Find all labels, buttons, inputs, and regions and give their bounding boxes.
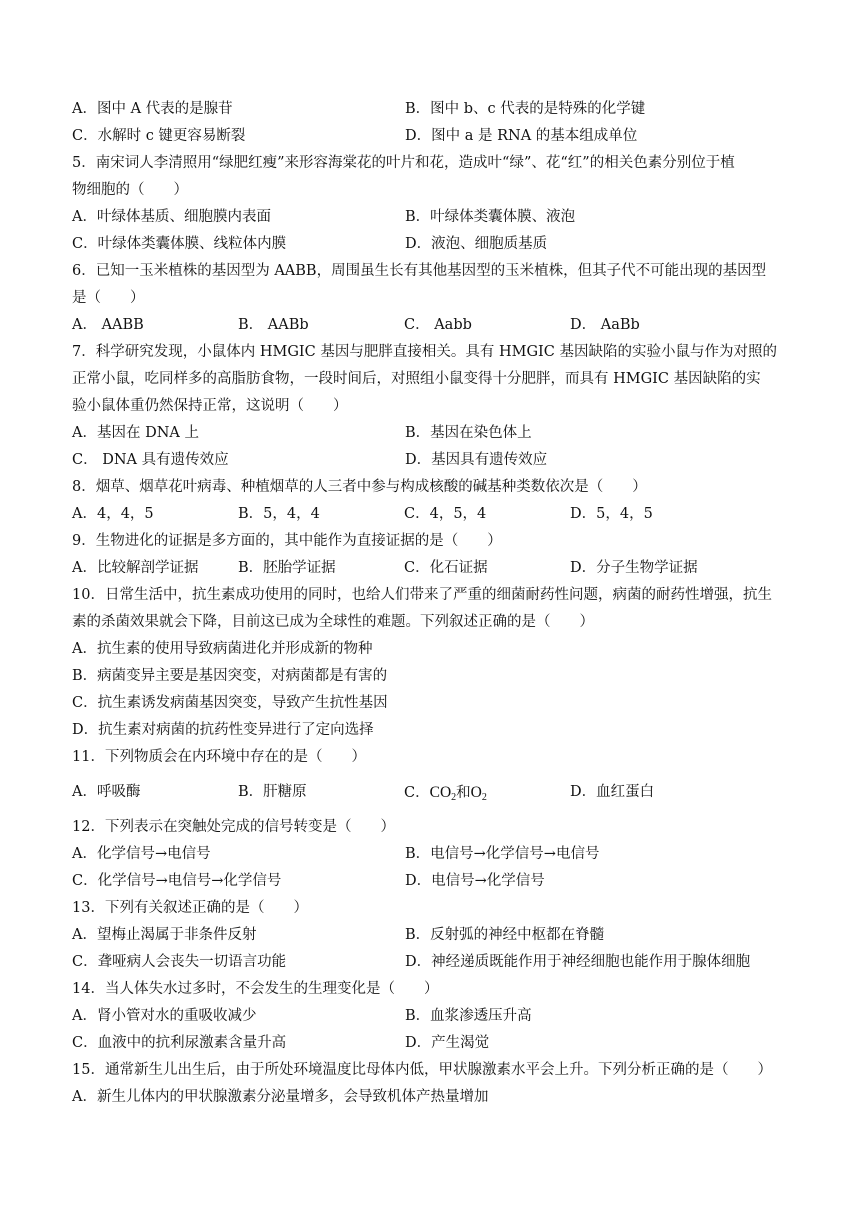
q11-option-a[interactable]: A．呼吸酶 bbox=[72, 784, 141, 800]
q13-options-row-2 bbox=[72, 949, 792, 976]
q4-option-d[interactable]: D．图中 a 是 RNA 的基本组成单位 bbox=[405, 128, 638, 144]
q11-options-row bbox=[72, 779, 792, 806]
q13-option-d[interactable]: D．神经递质既能作用于神经细胞也能作用于腺体细胞 bbox=[405, 954, 751, 970]
q7-option-b[interactable]: B．基因在染色体上 bbox=[405, 425, 532, 441]
q5-options-row-1 bbox=[72, 204, 792, 231]
q12-options-row-2 bbox=[72, 868, 792, 895]
q5-option-d[interactable]: D．液泡、细胞质基质 bbox=[405, 236, 548, 252]
q11-stem: 11．下列物质会在内环境中存在的是（ ） bbox=[72, 749, 366, 765]
q4-options-row-1 bbox=[72, 96, 792, 123]
q7-option-d[interactable]: D．基因具有遗传效应 bbox=[405, 452, 548, 468]
q9-option-a[interactable]: A．比较解剖学证据 bbox=[72, 560, 199, 576]
q9-stem: 9．生物进化的证据是多方面的，其中能作为直接证据的是（ ） bbox=[72, 533, 502, 549]
q5-option-c[interactable]: C．叶绿体类囊体膜、线粒体内膜 bbox=[72, 236, 287, 252]
q15-option-a[interactable]: A．新生儿体内的甲状腺激素分泌量增多，会导致机体产热量增加 bbox=[72, 1089, 489, 1105]
q7-stem-line-3: 验小鼠体重仍然保持正常，这说明（ ） bbox=[72, 398, 348, 414]
q6-stem-line-2: 是（ ） bbox=[72, 290, 145, 306]
q12-option-a[interactable]: A．化学信号→电信号 bbox=[72, 846, 211, 862]
q15-stem: 15．通常新生儿出生后，由于所处环境温度比母体内低，甲状腺激素水平会上升。下列分析正确的是（ ） bbox=[72, 1062, 772, 1078]
q7-option-c[interactable]: C． DNA 具有遗传效应 bbox=[72, 452, 229, 468]
q11-option-c-prefix: C． bbox=[404, 785, 430, 801]
q8-option-d[interactable]: D．5，4，5 bbox=[570, 506, 653, 522]
q13-options-row-1 bbox=[72, 922, 792, 949]
q4-option-c[interactable]: C．水解时 c 键更容易断裂 bbox=[72, 128, 246, 144]
co-text: CO bbox=[429, 784, 452, 801]
q14-option-a[interactable]: A．肾小管对水的重吸收减少 bbox=[72, 1008, 257, 1024]
q14-option-d[interactable]: D．产生渴觉 bbox=[405, 1035, 490, 1051]
q14-stem: 14．当人体失水过多时，不会发生的生理变化是（ ） bbox=[72, 981, 439, 997]
q8-option-a[interactable]: A．4，4，5 bbox=[72, 506, 154, 522]
q6-option-c[interactable]: C． Aabb bbox=[404, 317, 472, 333]
q5-options-row-2 bbox=[72, 231, 792, 258]
exam-page bbox=[72, 96, 792, 1111]
q6-option-a[interactable]: A． AABB bbox=[72, 317, 144, 333]
q8-stem: 8．烟草、烟草花叶病毒、种植烟草的人三者中参与构成核酸的碱基种类数依次是（ ） bbox=[72, 479, 647, 495]
q7-options-row-2 bbox=[72, 447, 792, 474]
q12-stem: 12．下列表示在突触处完成的信号转变是（ ） bbox=[72, 819, 395, 835]
q6-options-row bbox=[72, 312, 792, 339]
q14-options-row-1 bbox=[72, 1003, 792, 1030]
and-text: 和 bbox=[456, 785, 471, 801]
q13-stem: 13．下列有关叙述正确的是（ ） bbox=[72, 900, 308, 916]
q11-option-c[interactable] bbox=[404, 779, 570, 806]
o-text: O bbox=[470, 784, 482, 801]
q7-stem-line-1: 7．科学研究发现，小鼠体内 HMGIC 基因与肥胖直接相关。具有 HMGIC 基因缺陷的实验小鼠与作为对照的 bbox=[72, 344, 777, 360]
q4-options-row-2 bbox=[72, 123, 792, 150]
q10-stem-line-2: 素的杀菌效果就会下降，目前这已成为全球性的难题。下列叙述正确的是（ ） bbox=[72, 614, 594, 630]
q9-option-d[interactable]: D．分子生物学证据 bbox=[570, 560, 698, 576]
q7-options-row-1 bbox=[72, 420, 792, 447]
q14-option-b[interactable]: B．血浆渗透压升高 bbox=[405, 1008, 532, 1024]
q10-stem-line-1: 10．日常生活中，抗生素成功使用的同时，也给人们带来了严重的细菌耐药性问题，病菌的耐药性增强，抗生 bbox=[72, 587, 772, 603]
q8-options-row bbox=[72, 501, 792, 528]
q7-option-a[interactable]: A．基因在 DNA 上 bbox=[72, 425, 199, 441]
q6-option-b[interactable]: B． AABb bbox=[238, 317, 309, 333]
q5-stem-line-1: 5．南宋词人李清照用“绿肥红瘦”来形容海棠花的叶片和花，造成叶“绿”、花“红”的相关色素分别位于植 bbox=[72, 155, 735, 171]
q5-option-a[interactable]: A．叶绿体基质、细胞膜内表面 bbox=[72, 209, 271, 225]
q10-option-d[interactable]: D．抗生素对病菌的抗药性变异进行了定向选择 bbox=[72, 722, 374, 738]
q6-option-d[interactable]: D． AaBb bbox=[570, 317, 640, 333]
o2-formula bbox=[471, 784, 487, 801]
co2-formula bbox=[430, 784, 457, 801]
q12-option-d[interactable]: D．电信号→化学信号 bbox=[405, 873, 545, 889]
q10-option-a[interactable]: A．抗生素的使用导致病菌进化并形成新的物种 bbox=[72, 641, 373, 657]
q12-option-c[interactable]: C．化学信号→电信号→化学信号 bbox=[72, 873, 282, 889]
q11-option-d[interactable]: D．血红蛋白 bbox=[570, 784, 655, 800]
q4-option-a[interactable]: A．图中 A 代表的是腺苷 bbox=[72, 101, 233, 117]
q10-option-b[interactable]: B．病菌变异主要是基因突变，对病菌都是有害的 bbox=[72, 668, 388, 684]
q9-option-c[interactable]: C．化石证据 bbox=[404, 560, 488, 576]
q9-option-b[interactable]: B．胚胎学证据 bbox=[238, 560, 336, 576]
q4-option-b[interactable]: B．图中 b、c 代表的是特殊的化学键 bbox=[405, 101, 646, 117]
q13-option-c[interactable]: C．聋哑病人会丧失一切语言功能 bbox=[72, 954, 287, 970]
q14-option-c[interactable]: C．血液中的抗利尿激素含量升高 bbox=[72, 1035, 287, 1051]
q6-stem-line-1: 6．已知一玉米植株的基因型为 AABB，周围虽生长有其他基因型的玉米植株，但其子代不可能出现的基因型 bbox=[72, 263, 767, 279]
q13-option-a[interactable]: A．望梅止渴属于非条件反射 bbox=[72, 927, 257, 943]
q8-option-c[interactable]: C．4，5，4 bbox=[404, 506, 487, 522]
q11-option-b[interactable]: B．肝糖原 bbox=[238, 784, 307, 800]
q12-options-row-1 bbox=[72, 841, 792, 868]
subscript-2: 2 bbox=[481, 792, 487, 803]
q12-option-b[interactable]: B．电信号→化学信号→电信号 bbox=[405, 846, 600, 862]
q10-option-c[interactable]: C．抗生素诱发病菌基因突变，导致产生抗性基因 bbox=[72, 695, 388, 711]
q14-options-row-2 bbox=[72, 1030, 792, 1057]
q5-option-b[interactable]: B．叶绿体类囊体膜、液泡 bbox=[405, 209, 576, 225]
q9-options-row bbox=[72, 555, 792, 582]
subscript-2: 2 bbox=[451, 792, 457, 803]
q8-option-b[interactable]: B．5，4，4 bbox=[238, 506, 320, 522]
q13-option-b[interactable]: B．反射弧的神经中枢都在脊髓 bbox=[405, 927, 605, 943]
q7-stem-line-2: 正常小鼠，吃同样多的高脂肪食物，一段时间后，对照组小鼠变得十分肥胖，而具有 HMGIC 基因缺陷的实 bbox=[72, 371, 761, 387]
q5-stem-line-2: 物细胞的（ ） bbox=[72, 182, 188, 198]
